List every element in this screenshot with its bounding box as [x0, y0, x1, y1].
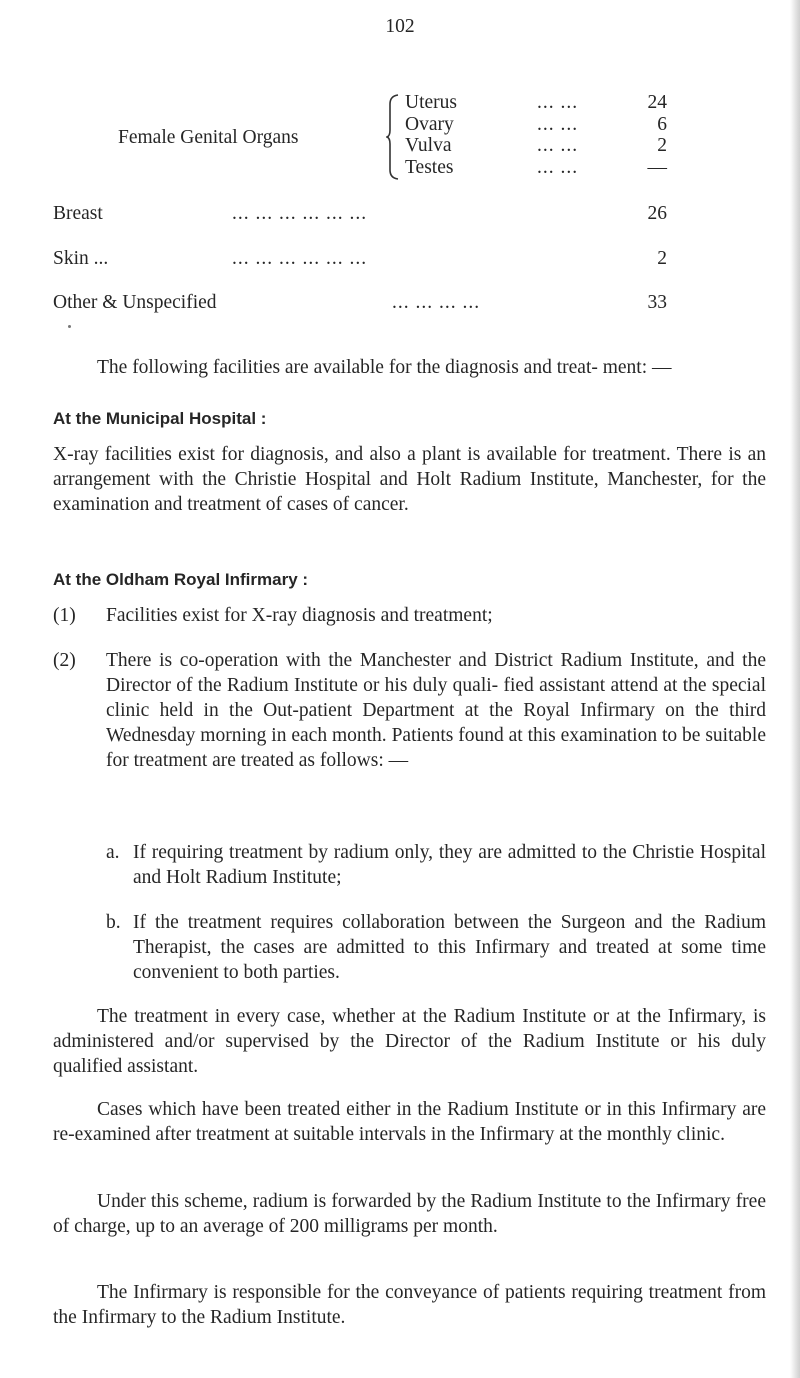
- leader-dots: ... ...: [537, 135, 579, 156]
- row-value-uterus: 24: [647, 92, 667, 113]
- intro-paragraph: The following facilities are available for the diagnosis and treat- ment: —: [97, 357, 672, 378]
- paragraph: Cases which have been treated either in the Radium Institute or in this Infirmary are re-examined after treatment at suitable intervals in the Infirmary at the monthly clinic.: [53, 1099, 766, 1145]
- sub-list-item: [106, 910, 766, 985]
- list-item-text: There is co-operation with the Manchester and District Radium Institute, and the Director of the Radium Institute or his duly quali- fied assistant attend at the special clinic held in the Out-patient Department at the Royal Infirmary on the third Wednesday morning in each month. Patients found at this examination to be suitable for treatment are treated as follows: —: [106, 650, 766, 771]
- list-item-text: Facilities exist for X-ray diagnosis and treatment;: [106, 605, 493, 626]
- page-number: 102: [385, 16, 415, 37]
- row-value-breast: 26: [647, 203, 667, 224]
- row-label-uterus: Uterus: [405, 92, 457, 113]
- paragraph: The Infirmary is responsible for the conveyance of patients requiring treatment from the Infirmary to the Radium Institute.: [53, 1282, 766, 1328]
- leader-dots: ... ...: [537, 114, 579, 135]
- curly-brace-icon: [386, 94, 400, 180]
- municipal-body: X-ray facilities exist for diagnosis, and also a plant is available for treatment. There is an arrangement with the Christie Hospital and Holt Radium Institute, Manchester, for the examination and treatment of cases of cancer.: [53, 444, 766, 515]
- sub-list-item-text: If requiring treatment by radium only, they are admitted to the Christie Hospital and Holt Radium Institute;: [133, 842, 766, 888]
- list-item: [53, 648, 766, 773]
- sub-list-item-letter: a.: [106, 842, 120, 863]
- list-item: [53, 603, 766, 628]
- section-heading-oldham: At the Oldham Royal Infirmary :: [53, 570, 309, 589]
- paragraph: Under this scheme, radium is forwarded by the Radium Institute to the Infirmary free of charge, up to an average of 200 milligrams per month.: [53, 1191, 766, 1237]
- list-item-number: (1): [53, 605, 76, 626]
- row-label-other: Other & Unspecified: [53, 292, 217, 313]
- row-label-testes: Testes: [405, 157, 454, 178]
- leader-dots: ... ...: [537, 92, 579, 113]
- row-value-testes: —: [647, 157, 667, 178]
- paragraph: The treatment in every case, whether at the Radium Institute or at the Infirmary, is administered and/or supervised by the Director of the Radium Institute or his duly qualified assistant.: [53, 1006, 766, 1077]
- page-edge-shadow: [790, 0, 800, 1378]
- leader-dots: ... ... ... ... ... ...: [232, 248, 368, 269]
- row-label-breast: Breast: [53, 203, 103, 224]
- sub-list-item-text: If the treatment requires collaboration between the Surgeon and the Radium Therapist, the cases are admitted to this Infirmary and treated at some time convenient to both parties.: [133, 912, 766, 983]
- row-value-other: 33: [647, 292, 667, 313]
- row-label-ovary: Ovary: [405, 114, 454, 135]
- leader-dots: ... ... ... ... ... ...: [232, 203, 368, 224]
- group-label: Female Genital Organs: [118, 127, 299, 148]
- sub-list-item-letter: b.: [106, 912, 121, 933]
- row-label-skin: Skin ...: [53, 248, 109, 269]
- row-label-vulva: Vulva: [405, 135, 452, 156]
- print-speck: [68, 325, 71, 328]
- list-item-number: (2): [53, 650, 76, 671]
- row-value-skin: 2: [657, 248, 667, 269]
- leader-dots: ... ...: [537, 157, 579, 178]
- sub-list-item: [106, 840, 766, 890]
- row-value-ovary: 6: [657, 114, 667, 135]
- section-heading-municipal: At the Municipal Hospital :: [53, 409, 267, 428]
- leader-dots: ... ... ... ...: [392, 292, 481, 313]
- row-value-vulva: 2: [657, 135, 667, 156]
